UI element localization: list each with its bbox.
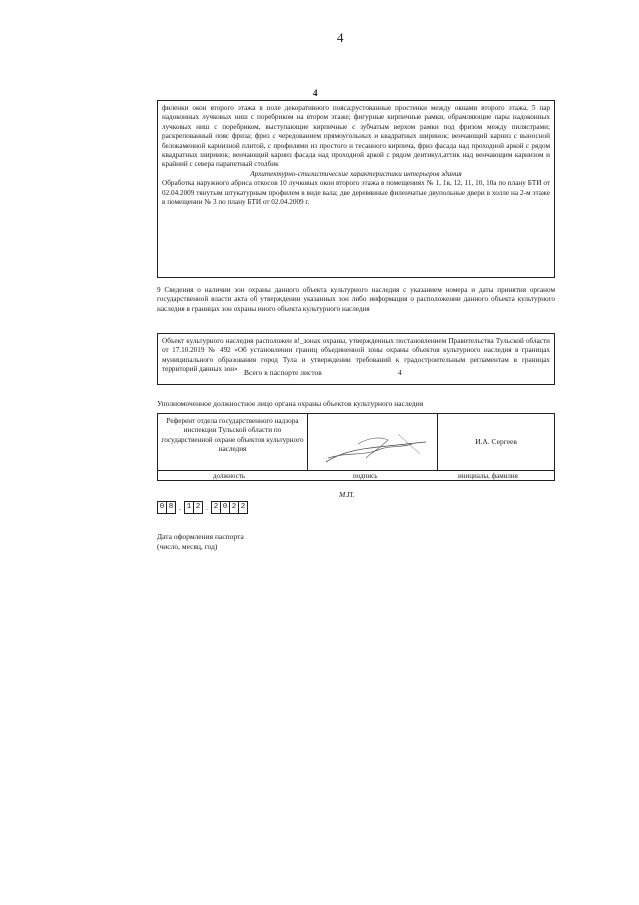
- signature-table: [157, 413, 555, 481]
- date-separator: .: [179, 503, 181, 512]
- stamp-mark: М.П.: [339, 490, 355, 499]
- header-name: инициалы, фамилия: [458, 472, 518, 480]
- authorized-official-label: Уполномоченное должностное лицо органа охраны объектов культурного наследия: [157, 399, 424, 408]
- header-signature: подпись: [353, 472, 378, 480]
- date-caption-line1: Дата оформления паспорта: [157, 532, 244, 541]
- header-position: должность: [213, 472, 246, 480]
- date-caption: [157, 532, 244, 552]
- interior-description: Обработка наружного абриса откосов 10 лучковых окон второго этажа в помещениях № 1, 1в, 12, 11, 10, 10а по плану БТИ от 02.04.2009 тянутым штукатурным профилем в виде вала; две деревянные филенчатые двупольные двери в холле на 2-м этаже в помещении № 3 по плану БТИ от 02.04.2009 г.: [162, 179, 550, 207]
- handwritten-signature: [308, 414, 438, 470]
- name-cell: И.А. Сергеев: [475, 437, 517, 446]
- signature-cell: [308, 414, 438, 470]
- interior-subheading: Архитектурно-стилистические характеристики интерьеров здания: [250, 169, 462, 178]
- total-sheets-label: Всего в паспорте листов: [244, 368, 322, 377]
- facade-description: филенки окон второго этажа в поле декоративного пояса;рустованные простенки между окнами второго этажа, 5 пар надоконных лучковых ниш с поребриком на втором этаже; фигурные кирпичные рамки, обрамляющие пары надоконных лучковых ниш с поребриком, выступающие кирпичные с зубчатым верхом рамки под фризом между пилястрами; раскрепованный пояс фриза; фриз с чередованием прямоугольных и квадратных ширинок; венчающий карниз с выносной белокаменной карнизной плитой, с профилями из простого и тесанного кирпича, фриз фасада над проходной аркой с рядом квадратных ширинок; венчающий карниз фасада над проходной аркой с рядом дентикул,аттик над венчающим карнизом и крайний с севера парапетный столбик: [162, 104, 550, 169]
- date-year: 2 0 2 2: [211, 501, 248, 514]
- date-field: [157, 501, 248, 514]
- architecture-box: [157, 100, 555, 278]
- protection-zone-box: Объект культурного наследия расположен в!_зонах охраны, утвержденных постановлением Правительства Тульской области от 17.10.2019 № 492 «Об установлении границ объединенной зоны охраны объектов культурного наследия в границах муниципального образования город Тула и утверждении требований к градостроительным регламентам в границах территорий данных зон»: [157, 333, 555, 385]
- date-month: 1 2: [184, 501, 203, 514]
- page-number-sub: 4: [313, 88, 318, 98]
- page-number-top: 4: [337, 30, 344, 45]
- position-cell: Референт отдела государственного надзора инспекции Тульской области по государственной охране объектов культурного наследия: [158, 414, 308, 470]
- date-separator: .: [206, 503, 208, 512]
- total-sheets-value: 4: [398, 368, 402, 377]
- section-9-heading: 9 Сведения о наличии зон охраны данного объекта культурного наследия с указанием номера и даты принятия органом государственной власти акта об утверждении указанных зон либо информация о расположении данного объекта культурного наследия в границах зон охраны иного объекта культурного наследия: [157, 286, 555, 313]
- date-day: 0 8: [157, 501, 176, 514]
- date-caption-line2: (число, месяц, год): [157, 542, 218, 551]
- signature-table-headers: [158, 470, 554, 482]
